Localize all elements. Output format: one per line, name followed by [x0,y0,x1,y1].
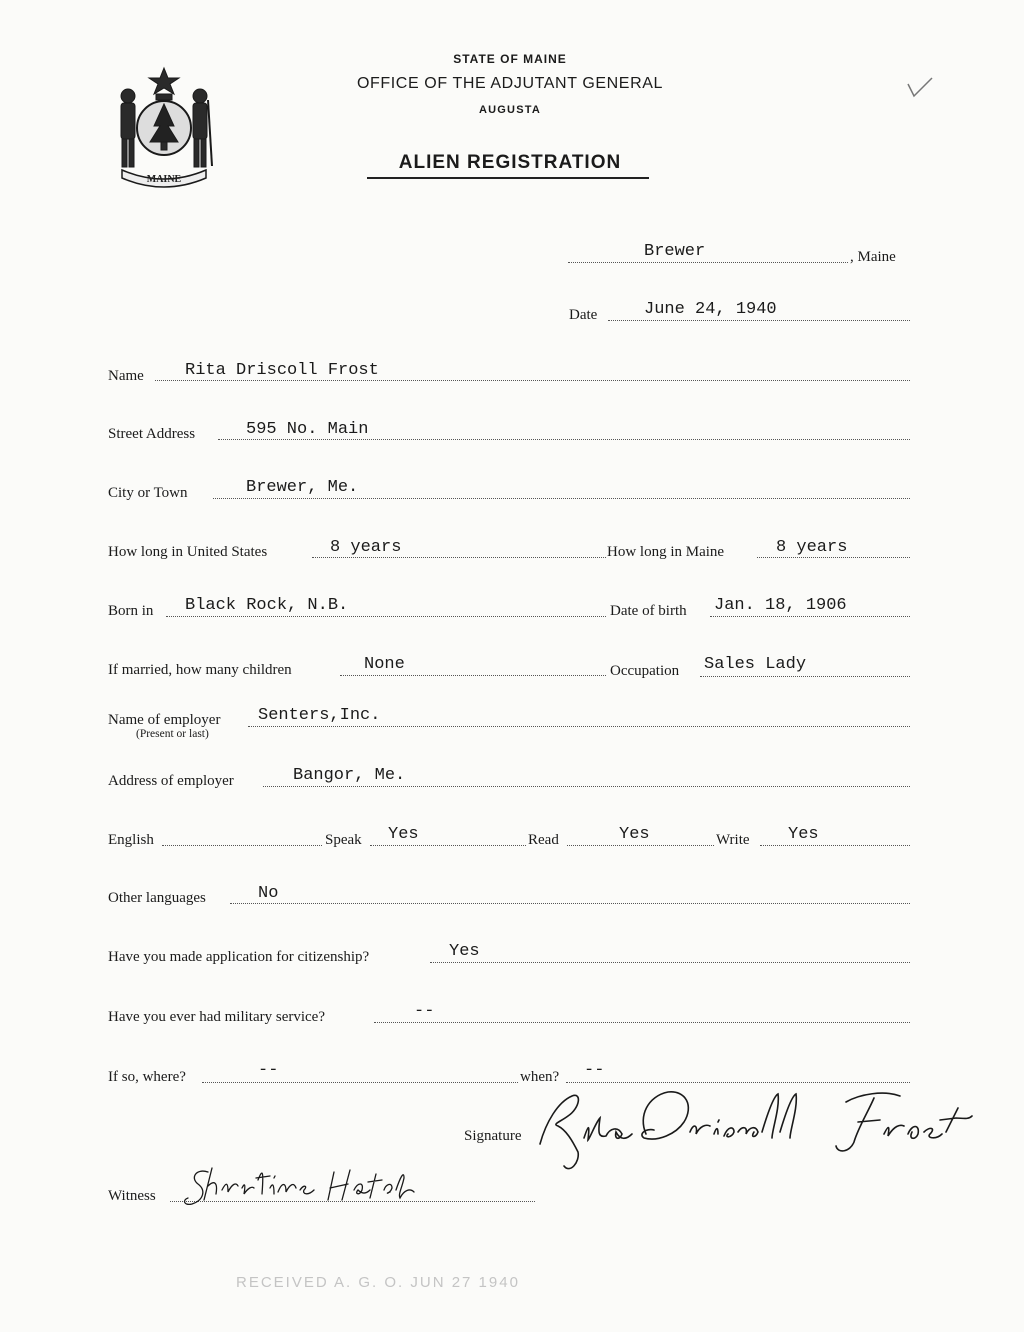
born-in-label: Born in [108,603,154,619]
write-label: Write [716,832,750,848]
street-line [218,439,910,440]
where-label: If so, where? [108,1069,186,1085]
header-city: AUGUSTA [479,104,541,116]
employer-sublabel: (Present or last) [136,728,209,740]
us-years-label: How long in United States [108,544,268,560]
signature-label: Signature [464,1128,522,1144]
header-state: STATE OF MAINE [453,52,567,66]
place-suffix: , Maine [850,249,896,265]
military-line [374,1022,910,1023]
date-label: Date [569,307,598,323]
read-label: Read [528,832,559,848]
seal-banner-text: MAINE [146,174,182,185]
children-line [340,675,606,676]
witness-handwriting [178,1160,428,1210]
military-label: Have you ever had military service? [108,1009,325,1025]
occupation-label: Occupation [610,663,680,679]
name-label: Name [108,368,144,384]
name-line [155,380,910,381]
city-line [213,498,910,499]
us-years-value: 8 years [330,538,402,557]
maine-years-line [757,557,910,558]
place-line [568,262,848,263]
employer-label: Name of employer [108,712,221,728]
dob-line [710,616,910,617]
witness-label: Witness [108,1188,156,1204]
us-years-line [312,557,606,558]
speak-value: Yes [388,825,419,844]
other-languages-label: Other languages [108,890,206,906]
place-value: Brewer [644,242,706,261]
dob-value: Jan. 18, 1906 [714,596,847,615]
dob-label: Date of birth [610,603,687,619]
received-stamp: RECEIVED A. G. O. JUN 27 1940 [236,1274,520,1291]
employer-value: Senters,Inc. [258,706,381,725]
children-value: None [364,655,405,674]
write-value: Yes [788,825,819,844]
employer-address-value: Bangor, Me. [293,766,406,785]
check-mark-icon [902,72,942,102]
citizenship-label: Have you made application for citizenship? [108,949,370,965]
read-line [567,845,714,846]
occupation-line [700,676,910,677]
citizenship-line [430,962,910,963]
where-value: -- [258,1061,279,1080]
other-languages-value: No [258,884,279,903]
read-value: Yes [619,825,650,844]
form-title: ALIEN REGISTRATION [398,152,622,173]
born-in-value: Black Rock, N.B. [185,596,349,615]
children-label: If married, how many children [108,662,292,678]
maine-years-label: How long in Maine [607,544,725,560]
street-value: 595 No. Main [246,420,369,439]
city-value: Brewer, Me. [246,478,359,497]
speak-label: Speak [325,832,362,848]
city-label: City or Town [108,485,188,501]
date-line [608,320,910,321]
write-line [760,845,910,846]
where-line [202,1082,518,1083]
military-value: -- [414,1002,435,1021]
speak-line [370,845,526,846]
name-value: Rita Driscoll Frost [185,361,379,380]
street-label: Street Address [108,426,196,442]
other-languages-line [230,903,910,904]
header-office: OFFICE OF THE ADJUTANT GENERAL [356,75,664,92]
occupation-value: Sales Lady [704,655,807,674]
employer-line [248,726,910,727]
employer-address-line [263,786,910,787]
when-value: -- [584,1061,605,1080]
date-value: June 24, 1940 [644,300,777,319]
employer-address-label: Address of employer [108,773,234,789]
english-label: English [108,832,154,848]
maine-years-value: 8 years [776,538,848,557]
born-in-line [166,616,606,617]
maine-state-seal [112,66,216,190]
signature-handwriting [528,1082,978,1178]
title-underline [367,177,649,179]
english-line [162,845,322,846]
citizenship-value: Yes [449,942,480,961]
when-label: when? [520,1069,560,1085]
